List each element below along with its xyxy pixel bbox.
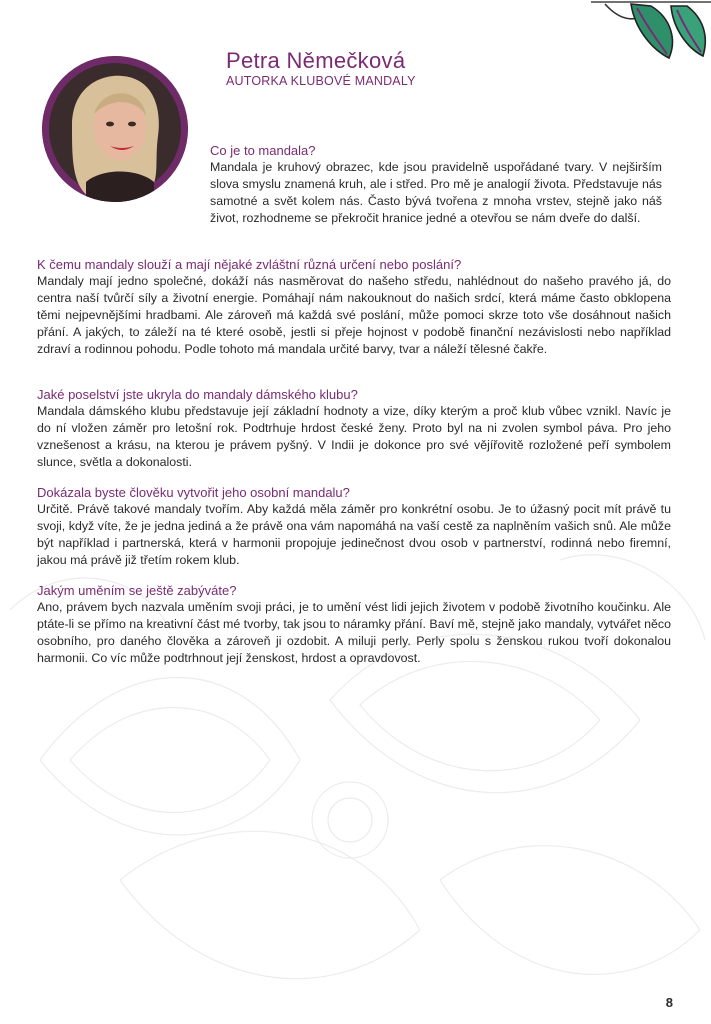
question-heading: Dokázala byste člověku vytvořit jeho osobní mandalu? [37, 485, 350, 500]
question-heading: Jaké poselství jste ukryla do mandaly dámského klubu? [37, 387, 358, 402]
answer-paragraph: Ano, právem bych nazvala uměním svoji práci, je to umění vést lidi jejich životem v podobě životního koučinku. Ale ptáte-li se přímo na kreativní část mé tvorby, tak jsou to náramky přání. Baví mě, stejně jako mandaly, vytvářet něco osobního, pro daného člověka a zároveň ji ozdobit. A miluji perly. Perly spolu s ženskou rukou tvoří dokonalou harmonii. Co víc může podtrhnout její ženskost, hrdost a opravdovost. [37, 600, 671, 665]
author-name: Petra Němečková [226, 48, 406, 73]
author-portrait [42, 56, 188, 202]
qa-section-personal-mandala [37, 484, 671, 569]
qa-section-message [37, 386, 671, 471]
corner-leaf-decoration [591, 0, 711, 62]
answer-paragraph: Určitě. Právě takové mandaly tvořím. Aby každá měla záměr pro konkrétní osobu. Je to úžasný pocit mít právě tu svoji, když víte, že je jedna jediná a že právě ona vám napomáhá na vaší cestě za naplněním vašich snů. Ale může být například i partnerská, která v harmonii propojuje jedinečnost dvou osob v partnerství, rodinná nebo firemní, jakou má právě již třetím rokem klub. [37, 502, 671, 567]
page-number: 8 [665, 995, 673, 1010]
qa-section-purpose [37, 256, 671, 358]
answer-paragraph: Mandala dámského klubu představuje její základní hodnoty a vize, díky kterým a proč klub vůbec vznikl. Navíc je do ní vložen záměr pro letošní rok. Podtrhuje hrdost české ženy. Proto byl na ni zvolen symbol páva. Pro jeho vznešenost a krásu, na kterou je právem pyšný. V Indii je dokonce pro své vějířovitě rozložené peří symbolem slunce, světla a dokonalosti. [37, 404, 671, 469]
question-heading: K čemu mandaly slouží a mají nějaké zvláštní různá určení nebo poslání? [37, 257, 462, 272]
answer-paragraph: Mandaly mají jedno společné, dokáží nás nasměrovat do našeho středu, nahlédnout do našeho pravého já, do centra naší tvůrčí síly a životní energie. Pomáhají nám nakouknout do našich srdcí, která máme často obklopena těmi nejpevnějšími hradbami. Ale zároveň má každá své poslání, může pomoci skrze toto vše dosáhnout našich přání. A jakých, to záleží na té které osobě, jestli si přeje hojnost v podobě finanční nezávislosti nebo například zdraví a rodinnou pohodu. Podle tohoto má mandala určité barvy, tvar a náleží tělesné čakře. [37, 274, 671, 356]
qa-section-what-is-mandala [210, 142, 662, 227]
question-heading: Jakým uměním se ještě zabýváte? [37, 583, 237, 598]
answer-paragraph: Mandala je kruhový obrazec, kde jsou pravidelně uspořádané tvary. V nejširším slova smyslu znamená kruh, ale i střed. Pro mě je analogií života. Představuje nás samotné a svět kolem nás. Často bývá tvořena z mnoha vrstev, stejně jako náš život, rozhodneme se překročit hranice jedné a otevřou se nám dveře do další. [210, 160, 662, 225]
author-role: AUTORKA KLUBOVÉ MANDALY [226, 74, 416, 88]
question-heading: Co je to mandala? [210, 143, 316, 158]
qa-section-other-art [37, 582, 671, 667]
